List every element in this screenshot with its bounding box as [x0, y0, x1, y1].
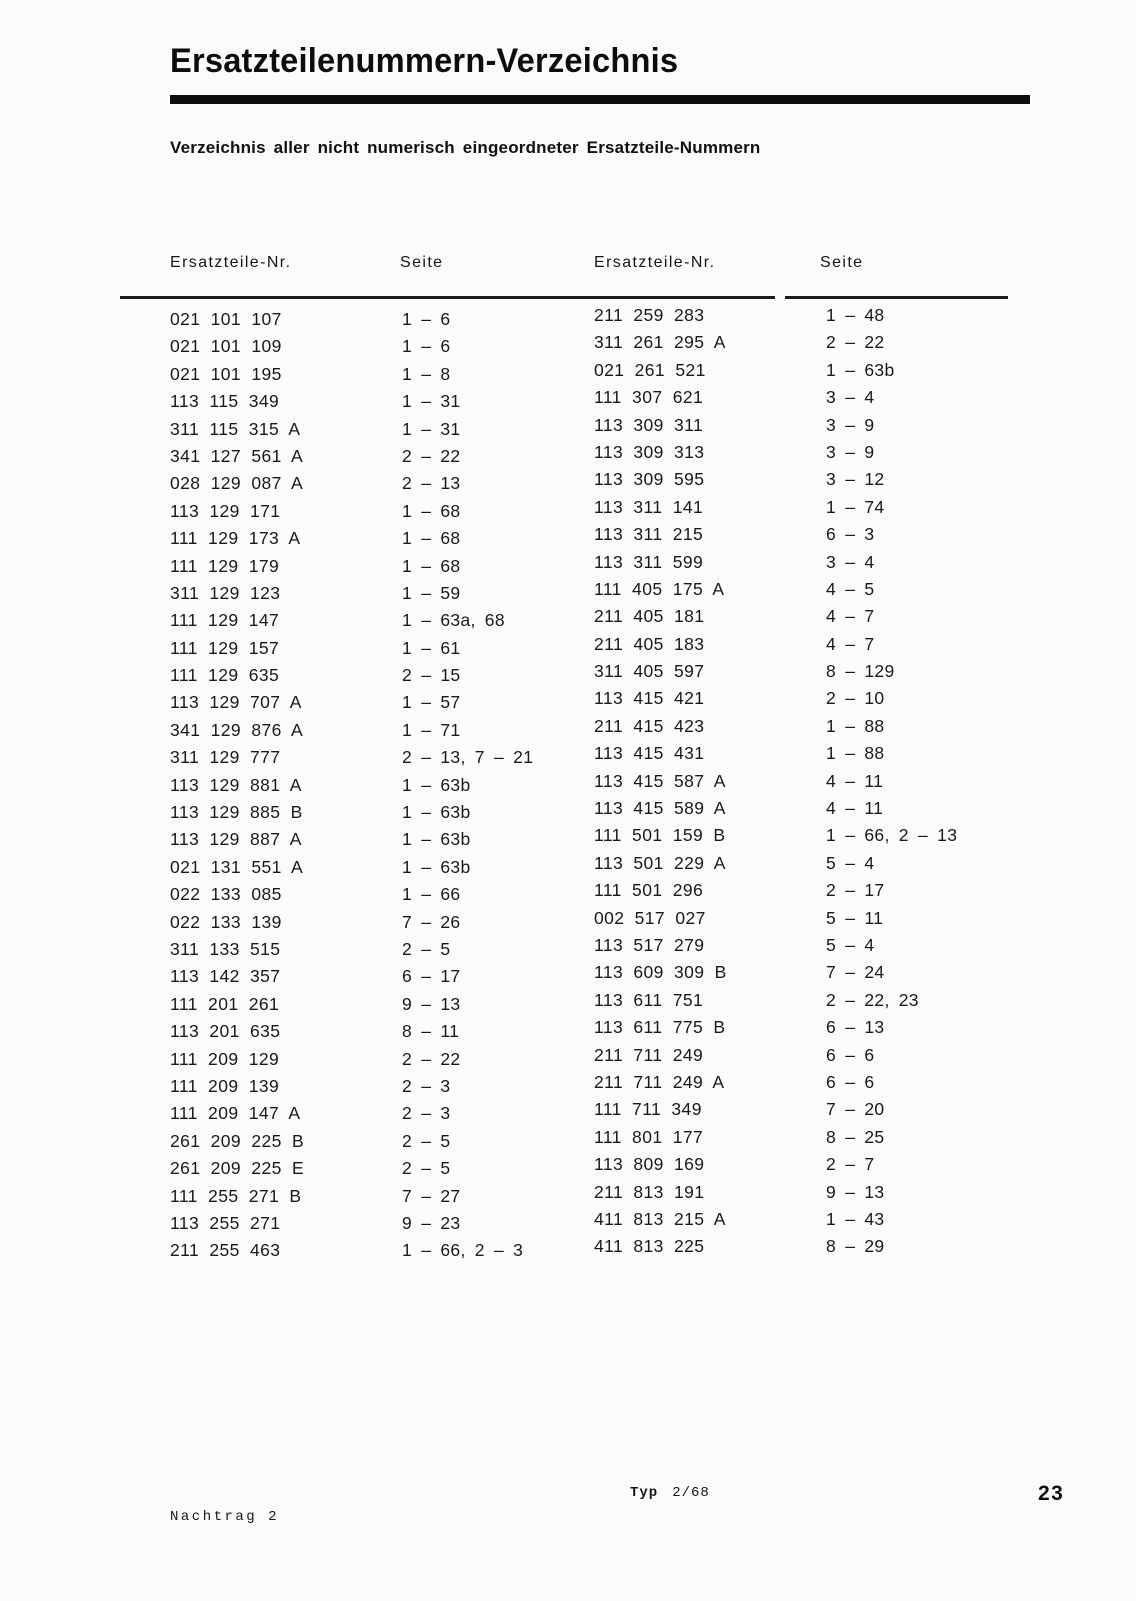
- title-rule: [170, 95, 1030, 104]
- page-ref-cell: 1 – 63b: [402, 774, 471, 795]
- footer-type-reference: [630, 1485, 710, 1501]
- page-ref-cell: 1 – 68: [402, 528, 461, 549]
- page-ref-cell: 9 – 13: [826, 1181, 885, 1202]
- table-row: [170, 1073, 610, 1100]
- table-row: [170, 991, 610, 1018]
- page-ref-cell: 9 – 13: [402, 993, 461, 1014]
- part-number-cell: 113 309 311: [594, 414, 704, 435]
- part-number-cell: 311 129 777: [170, 747, 281, 768]
- table-row: [594, 740, 1034, 767]
- part-number-cell: 261 209 225 E: [170, 1158, 305, 1179]
- part-number-cell: 111 129 179: [170, 555, 280, 576]
- table-row: [594, 822, 1034, 849]
- page-ref-cell: 1 – 6: [402, 336, 451, 357]
- part-number-cell: 002 517 027: [594, 907, 706, 928]
- part-number-cell: 113 311 599: [594, 551, 704, 572]
- parts-table-right: [594, 302, 1034, 1261]
- part-number-cell: 113 201 635: [170, 1021, 281, 1042]
- table-row: [594, 549, 1034, 576]
- part-number-cell: 113 129 887 A: [170, 829, 302, 850]
- table-row: [170, 1018, 610, 1045]
- part-number-cell: 111 129 635: [170, 665, 280, 686]
- table-row: [170, 689, 610, 716]
- page-ref-cell: 1 – 59: [402, 582, 461, 603]
- page-ref-cell: 1 – 88: [826, 715, 885, 736]
- part-number-cell: 113 415 431: [594, 743, 705, 764]
- page-ref-cell: 2 – 5: [402, 938, 451, 959]
- footer-supplement-note: Nachtrag 2: [170, 1509, 280, 1525]
- page-subtitle: Verzeichnis aller nicht numerisch eingeordneter Ersatzteile-Nummern: [170, 138, 761, 157]
- part-number-cell: 211 259 283: [594, 305, 705, 325]
- table-row: [170, 881, 610, 908]
- table-row: [170, 799, 610, 826]
- page-ref-cell: 2 – 22: [826, 332, 885, 353]
- table-row: [594, 466, 1034, 493]
- table-row: [594, 1206, 1034, 1233]
- page-ref-cell: 1 – 63b: [402, 829, 471, 850]
- part-number-cell: 113 142 357: [170, 966, 281, 987]
- page-ref-cell: 3 – 9: [826, 414, 875, 435]
- table-row: [170, 936, 610, 963]
- table-row: [170, 388, 610, 415]
- part-number-cell: 311 405 597: [594, 661, 705, 682]
- part-number-cell: 111 201 261: [170, 993, 280, 1014]
- table-row: [594, 302, 1034, 329]
- part-number-cell: 111 307 621: [594, 387, 704, 408]
- part-number-cell: 111 129 173 A: [170, 528, 301, 549]
- page-ref-cell: 2 – 22, 23: [826, 989, 919, 1010]
- table-row: [594, 1096, 1034, 1123]
- page-ref-cell: 2 – 22: [402, 1048, 461, 1069]
- part-number-cell: 111 209 129: [170, 1048, 280, 1069]
- part-number-cell: 028 129 087 A: [170, 473, 304, 494]
- page-ref-cell: 2 – 7: [826, 1154, 875, 1175]
- table-row: [170, 1046, 610, 1073]
- page-ref-cell: 4 – 11: [826, 770, 884, 791]
- part-number-cell: 113 611 775 B: [594, 1017, 726, 1038]
- table-row: [594, 932, 1034, 959]
- table-row: [594, 905, 1034, 932]
- table-row: [170, 525, 610, 552]
- part-number-cell: 211 255 463: [170, 1240, 281, 1261]
- part-number-cell: 113 415 589 A: [594, 798, 726, 819]
- page-ref-cell: 2 – 13, 7 – 21: [402, 747, 534, 768]
- table-row: [594, 713, 1034, 740]
- table-row: [170, 470, 610, 497]
- table-row: [594, 494, 1034, 521]
- page-ref-cell: 1 – 66, 2 – 13: [826, 825, 958, 846]
- part-number-cell: 111 129 147: [170, 610, 280, 631]
- part-number-cell: 411 813 225: [594, 1236, 705, 1257]
- part-number-cell: 113 415 421: [594, 688, 705, 709]
- header-rule-left: [120, 296, 775, 299]
- table-row: [594, 850, 1034, 877]
- table-row: [170, 662, 610, 689]
- part-number-cell: 111 501 159 B: [594, 825, 726, 846]
- table-row: [170, 826, 610, 853]
- page-ref-cell: 1 – 31: [402, 391, 461, 412]
- part-number-cell: 113 311 215: [594, 524, 704, 545]
- table-row: [170, 963, 610, 990]
- page-ref-cell: 4 – 11: [826, 798, 884, 819]
- page-ref-cell: 8 – 25: [826, 1126, 885, 1147]
- table-row: [594, 658, 1034, 685]
- table-row: [594, 384, 1034, 411]
- page-ref-cell: 7 – 27: [402, 1185, 461, 1206]
- page-ref-cell: 1 – 57: [402, 692, 461, 713]
- part-number-cell: 211 405 181: [594, 606, 705, 627]
- table-row: [594, 959, 1034, 986]
- part-number-cell: 113 501 229 A: [594, 852, 726, 873]
- page-ref-cell: 7 – 26: [402, 911, 461, 932]
- column-header-part-left: Ersatzteile-Nr.: [170, 254, 292, 271]
- part-number-cell: 113 129 881 A: [170, 774, 302, 795]
- table-row: [594, 1233, 1034, 1260]
- table-row: [594, 1014, 1034, 1041]
- part-number-cell: 341 127 561 A: [170, 445, 304, 466]
- part-number-cell: 113 609 309 B: [594, 962, 727, 983]
- page-ref-cell: 2 – 5: [402, 1158, 451, 1179]
- page-ref-cell: 1 – 66, 2 – 3: [402, 1240, 524, 1261]
- page-ref-cell: 6 – 3: [826, 524, 875, 545]
- part-number-cell: 111 405 175 A: [594, 578, 725, 599]
- footer-type-label: Typ: [630, 1485, 659, 1501]
- page-ref-cell: 2 – 17: [826, 880, 885, 901]
- table-row: [594, 768, 1034, 795]
- page-ref-cell: 1 – 43: [826, 1208, 885, 1229]
- page-ref-cell: 1 – 48: [826, 305, 885, 325]
- page-ref-cell: 5 – 4: [826, 934, 875, 955]
- page-ref-cell: 8 – 129: [826, 661, 895, 682]
- page-ref-cell: 1 – 63b: [402, 856, 471, 877]
- page-ref-cell: 1 – 74: [826, 496, 885, 517]
- part-number-cell: 113 415 587 A: [594, 770, 726, 791]
- column-header-page-right: Seite: [820, 254, 864, 271]
- table-row: [170, 1237, 610, 1264]
- page-ref-cell: 2 – 3: [402, 1075, 451, 1096]
- part-number-cell: 111 129 157: [170, 637, 280, 658]
- page-ref-cell: 1 – 63a, 68: [402, 610, 505, 631]
- part-number-cell: 113 129 707 A: [170, 692, 302, 713]
- part-number-cell: 113 115 349: [170, 391, 280, 412]
- table-row: [594, 329, 1034, 356]
- part-number-cell: 211 405 183: [594, 633, 705, 654]
- table-row: [170, 607, 610, 634]
- table-row: [594, 1179, 1034, 1206]
- part-number-cell: 111 711 349: [594, 1099, 702, 1120]
- page-ref-cell: 8 – 11: [402, 1021, 460, 1042]
- part-number-cell: 311 261 295 A: [594, 332, 726, 353]
- column-header-page-left: Seite: [400, 254, 444, 271]
- part-number-cell: 211 711 249 A: [594, 1071, 725, 1092]
- part-number-cell: 411 813 215 A: [594, 1208, 726, 1229]
- part-number-cell: 111 255 271 B: [170, 1185, 302, 1206]
- part-number-cell: 022 133 139: [170, 911, 282, 932]
- page-ref-cell: 3 – 12: [826, 469, 885, 490]
- part-number-cell: 113 309 313: [594, 441, 705, 462]
- part-number-cell: 111 209 147 A: [170, 1103, 301, 1124]
- part-number-cell: 211 813 191: [594, 1181, 705, 1202]
- part-number-cell: 021 101 195: [170, 363, 282, 384]
- table-row: [594, 1151, 1034, 1178]
- table-row: [594, 631, 1034, 658]
- part-number-cell: 113 311 141: [594, 496, 704, 517]
- page-ref-cell: 1 – 63b: [402, 802, 471, 823]
- part-number-cell: 311 133 515: [170, 938, 281, 959]
- page-ref-cell: 1 – 6: [402, 309, 451, 329]
- part-number-cell: 211 415 423: [594, 715, 705, 736]
- page-ref-cell: 1 – 68: [402, 555, 461, 576]
- table-row: [170, 854, 610, 881]
- table-row: [170, 635, 610, 662]
- page-ref-cell: 1 – 31: [402, 418, 461, 439]
- part-number-cell: 021 131 551 A: [170, 856, 304, 877]
- page-ref-cell: 1 – 61: [402, 637, 461, 658]
- table-row: [170, 1100, 610, 1127]
- table-row: [594, 1042, 1034, 1069]
- table-row: [594, 987, 1034, 1014]
- table-row: [170, 909, 610, 936]
- page-ref-cell: 2 – 13: [402, 473, 461, 494]
- table-row: [170, 498, 610, 525]
- table-row: [170, 333, 610, 360]
- part-number-cell: 113 129 885 B: [170, 802, 303, 823]
- footer-page-number: 23: [1038, 1482, 1065, 1505]
- table-row: [170, 1183, 610, 1210]
- page-ref-cell: 2 – 5: [402, 1130, 451, 1151]
- part-number-cell: 113 255 271: [170, 1212, 281, 1233]
- column-header-part-right: Ersatzteile-Nr.: [594, 254, 716, 271]
- table-row: [594, 685, 1034, 712]
- part-number-cell: 022 133 085: [170, 884, 282, 905]
- table-row: [594, 603, 1034, 630]
- page-ref-cell: 3 – 9: [826, 441, 875, 462]
- part-number-cell: 211 711 249: [594, 1044, 704, 1065]
- table-row: [170, 361, 610, 388]
- part-number-cell: 311 115 315 A: [170, 418, 301, 439]
- part-number-cell: 311 129 123: [170, 582, 281, 603]
- table-row: [170, 1155, 610, 1182]
- page-ref-cell: 1 – 71: [402, 719, 461, 740]
- page-ref-cell: 4 – 5: [826, 578, 875, 599]
- part-number-cell: 341 129 876 A: [170, 719, 304, 740]
- part-number-cell: 111 801 177: [594, 1126, 704, 1147]
- page-ref-cell: 1 – 68: [402, 500, 461, 521]
- part-number-cell: 113 129 171: [170, 500, 281, 521]
- footer-type-value: 2/68: [672, 1485, 710, 1501]
- page-ref-cell: 1 – 66: [402, 884, 461, 905]
- part-number-cell: 113 611 751: [594, 989, 704, 1010]
- page-ref-cell: 1 – 8: [402, 363, 451, 384]
- page-ref-cell: 8 – 29: [826, 1236, 885, 1257]
- part-number-cell: 113 309 595: [594, 469, 705, 490]
- header-rule-right: [785, 296, 1008, 299]
- page-ref-cell: 3 – 4: [826, 387, 875, 408]
- table-row: [594, 439, 1034, 466]
- page-ref-cell: 2 – 22: [402, 445, 461, 466]
- table-row: [594, 795, 1034, 822]
- page-ref-cell: 5 – 4: [826, 852, 875, 873]
- part-number-cell: 113 809 169: [594, 1154, 705, 1175]
- page-ref-cell: 7 – 20: [826, 1099, 885, 1120]
- page-ref-cell: 6 – 6: [826, 1044, 875, 1065]
- page-ref-cell: 3 – 4: [826, 551, 875, 572]
- table-row: [594, 412, 1034, 439]
- table-row: [594, 1069, 1034, 1096]
- table-row: [594, 521, 1034, 548]
- part-number-cell: 261 209 225 B: [170, 1130, 305, 1151]
- part-number-cell: 113 517 279: [594, 934, 705, 955]
- page-ref-cell: 4 – 7: [826, 633, 875, 654]
- page-ref-cell: 6 – 6: [826, 1071, 875, 1092]
- part-number-cell: 111 501 296: [594, 880, 704, 901]
- table-row: [594, 576, 1034, 603]
- table-row: [170, 553, 610, 580]
- page-ref-cell: 1 – 88: [826, 743, 885, 764]
- page-ref-cell: 2 – 3: [402, 1103, 451, 1124]
- table-row: [170, 772, 610, 799]
- page-ref-cell: 6 – 17: [402, 966, 461, 987]
- page-ref-cell: 7 – 24: [826, 962, 885, 983]
- part-number-cell: 021 261 521: [594, 359, 706, 380]
- table-row: [170, 1128, 610, 1155]
- page-ref-cell: 5 – 11: [826, 907, 884, 928]
- page-ref-cell: 2 – 10: [826, 688, 885, 709]
- table-row: [170, 443, 610, 470]
- parts-table-left: [170, 306, 610, 1265]
- part-number-cell: 021 101 107: [170, 309, 282, 329]
- part-number-cell: 111 209 139: [170, 1075, 280, 1096]
- table-row: [594, 357, 1034, 384]
- page-ref-cell: 1 – 63b: [826, 359, 895, 380]
- table-row: [170, 416, 610, 443]
- table-row: [170, 580, 610, 607]
- page-ref-cell: 4 – 7: [826, 606, 875, 627]
- page-title: Ersatzteilenummern-Verzeichnis: [170, 42, 679, 80]
- part-number-cell: 021 101 109: [170, 336, 282, 357]
- page-ref-cell: 2 – 15: [402, 665, 461, 686]
- table-row: [594, 1124, 1034, 1151]
- table-row: [170, 717, 610, 744]
- table-row: [170, 1210, 610, 1237]
- table-row: [170, 744, 610, 771]
- table-row: [170, 306, 610, 333]
- page-ref-cell: 6 – 13: [826, 1017, 885, 1038]
- table-row: [594, 877, 1034, 904]
- page-ref-cell: 9 – 23: [402, 1212, 461, 1233]
